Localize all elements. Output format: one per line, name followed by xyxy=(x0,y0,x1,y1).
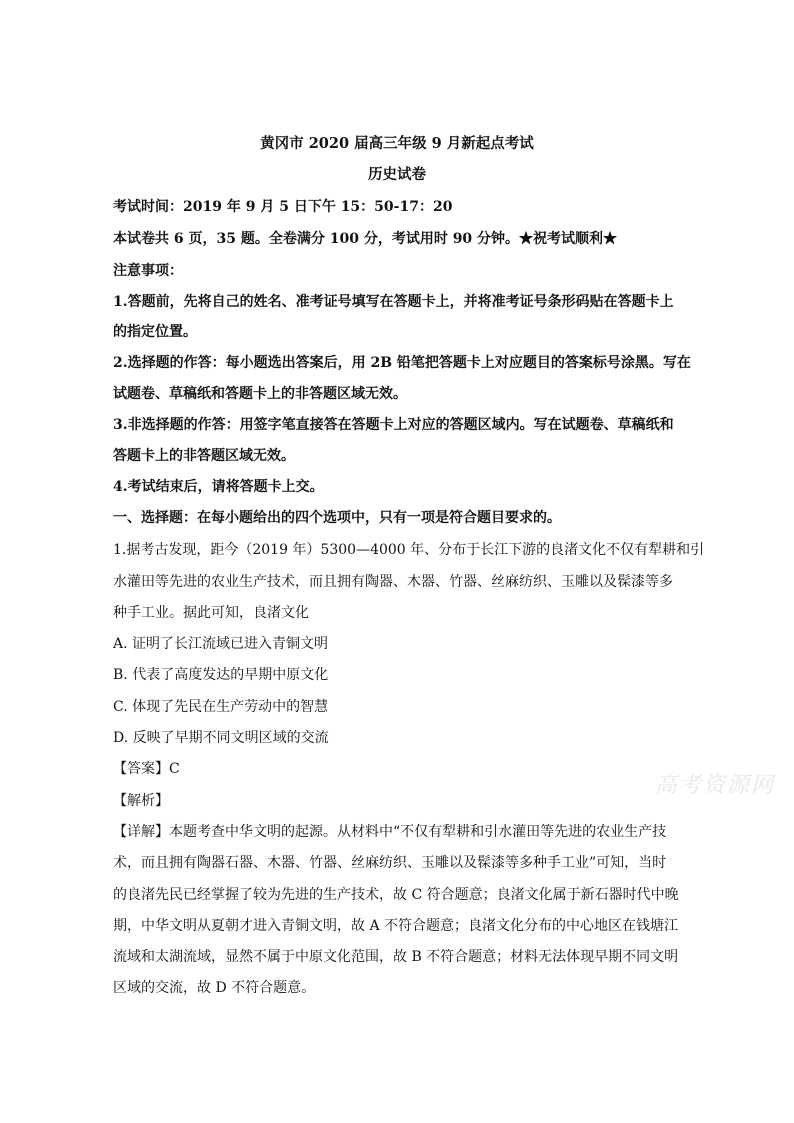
detail-line-6: 区域的交流，故 D 不符合题意。 xyxy=(113,980,316,996)
question-stem-line-1: 1.据考古发现，距今（2019 年）5300—4000 年、分布于长江下游的良渚文化不仅有犁耕和引 xyxy=(113,542,705,558)
detail-line-1: 【详解】本题考查中华文明的起源。从材料中“不仅有犁耕和引水灌田等先进的农业生产技 xyxy=(113,824,667,840)
detail-line-4: 期，中华文明从夏朝才进入青铜文明，故 A 不符合题意；良渚文化分布的中心地区在钱塘江 xyxy=(113,918,679,934)
detail-line-3: 的良渚先民已经掌握了较为先进的生产技术，故 C 符合题意；良渚文化属于新石器时代中晚 xyxy=(113,887,679,903)
exam-time: 考试时间：2019 年 9 月 5 日下午 15：50-17：20 xyxy=(113,199,453,215)
note-3-line-2: 答题卡上的非答题区域无效。 xyxy=(113,448,295,464)
notes-heading: 注意事项： xyxy=(113,263,183,279)
option-c: C. 体现了先民在生产劳动中的智慧 xyxy=(113,699,329,715)
option-b: B. 代表了高度发达的早期中原文化 xyxy=(113,667,329,683)
exam-summary: 本试卷共 6 页，35 题。全卷满分 100 分，考试用时 90 分钟。★祝考试顺利★ xyxy=(113,231,618,247)
note-2-line-1: 2.选择题的作答：每小题选出答案后，用 2B 铅笔把答题卡上对应题目的答案标号涂黑。写在 xyxy=(113,355,691,371)
note-3-line-1: 3.非选择题的作答：用签字笔直接答在答题卡上对应的答题区域内。写在试题卷、草稿纸和 xyxy=(113,417,674,433)
detail-line-5: 流域和太湖流域，显然不属于中原文化范围，故 B 不符合题意；材料无法体现早期不同文明 xyxy=(113,949,679,965)
section-heading: 一、选择题：在每小题给出的四个选项中，只有一项是符合题目要求的。 xyxy=(113,510,561,526)
option-a: A. 证明了长江流域已进入青铜文明 xyxy=(113,636,329,652)
note-1-line-1: 1.答题前，先将自己的姓名、准考证号填写在答题卡上，并将准考证号条形码贴在答题卡上 xyxy=(113,294,674,310)
watermark: 高考资源网 xyxy=(655,773,776,798)
answer-line: 【答案】C xyxy=(113,761,180,777)
analysis-label: 【解析】 xyxy=(113,793,169,809)
question-stem-line-2: 水灌田等先进的农业生产技术，而且拥有陶器、木器、竹器、丝麻纺织、玉雕以及髹漆等多 xyxy=(113,574,673,590)
exam-title: 黄冈市 2020 届高三年级 9 月新起点考试 xyxy=(260,135,534,152)
question-stem-line-3: 种手工业。据此可知，良渚文化 xyxy=(113,605,309,621)
option-d: D. 反映了早期不同文明区域的交流 xyxy=(113,730,329,746)
note-2-line-2: 试题卷、草稿纸和答题卡上的非答题区域无效。 xyxy=(113,386,407,402)
exam-subtitle: 历史试卷 xyxy=(368,166,426,183)
detail-line-2: 术，而且拥有陶器石器、木器、竹器、丝麻纺织、玉雕以及髹漆等多种手工业”可知，当时 xyxy=(113,855,667,871)
note-4-line-1: 4.考试结束后，请将答题卡上交。 xyxy=(113,479,324,495)
note-1-line-2: 的指定位置。 xyxy=(113,324,197,340)
